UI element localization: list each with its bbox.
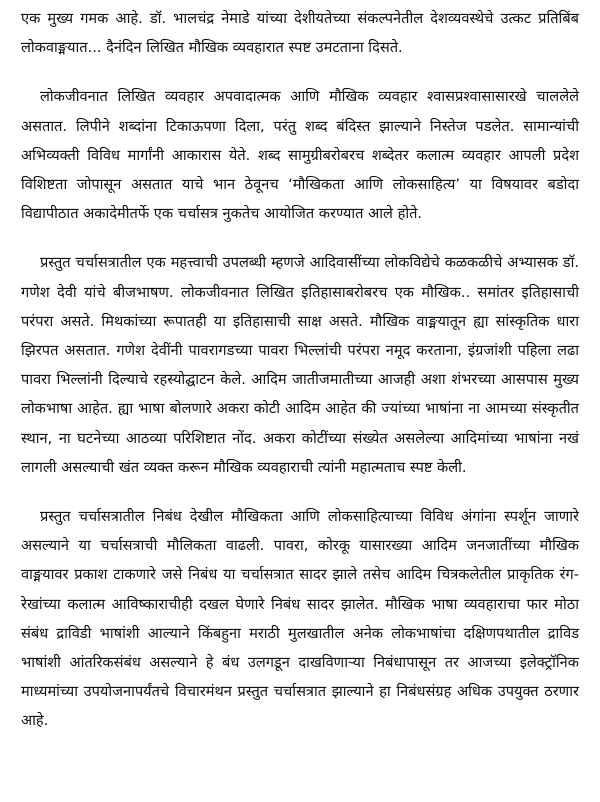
paragraph-1: एक मुख्य गमक आहे. डॉ. भालचंद्र नेमाडे यांच्या देशीयतेच्या संकल्पनेतील देशव्यवस्थेचे उत्कट प्रतिबिंब लोकवाङ्मयात... दैनंदिन लिखित मौखिक व्यवहारात स्पष्ट उमटताना दिसते.: [21, 10, 579, 57]
paragraph-gap: [21, 62, 579, 82]
document-page: [21, 4, 579, 736]
paragraph-4: प्रस्तुत चर्चासत्रातील निबंध देखील मौखिकता आणि लोकसाहित्याच्या विविध अंगांना स्पर्शून जाणारे असल्याने या चर्चासत्राची मौलिकता वाढली. पावरा, कोरकू यासारख्या आदिम जनजातींच्या मौखिक वाङ्मयावर प्रकाश टाकणारे जसे निबंध या चर्चासत्रात सादर झाले तसेच आदिम चित्रकलेतील प्राकृतिक रंग-रेखांच्या कलात्म आविष्काराचीही दखल घेणारे निबंध सादर झालेत. मौखिक भाषा व्यवहाराचा फार मोठा संबंध द्राविडी भाषांशी आल्याने किंबहुना मराठी मुलखातील अनेक लोकभाषांचा दक्षिणपथातील द्राविड भाषांशी आंतरिकसंबंध असल्याने हे बंध उलगडून दाखविणाऱ्या निबंधापासून तर आजच्या इलेक्ट्रॉनिक माध्यमांच्या उपयोजनापर्यंतचे विचारमंथन प्रस्तुत चर्चासत्रात झाल्याने हा निबंधसंग्रह अधिक उपयुक्त ठरणार आहे.: [21, 508, 579, 730]
paragraph-2: लोकजीवनात लिखित व्यवहार अपवादात्मक आणि मौखिक व्यवहार श्वासप्रश्वासासारखे चाललेले असतात. लिपीने शब्दांना टिकाऊपणा दिला, परंतु शब्द बंदिस्त झाल्याने निस्तेज पडलेत. सामान्यांची अभिव्यक्ती विविध मार्गांनी आकारास येते. शब्द सामुग्रीबरोबरच शब्देतर कलात्म व्यवहार आपली प्रदेश विशिष्टता जोपासून असतात याचे भान ठेवूनच ‘मौखिकता आणि लोकसाहित्य’ या विषयावर बडोदा विद्यापीठात अकादेमीतर्फे एक चर्चासत्र नुकतेच आयोजित करण्यात आले होते.: [21, 88, 579, 223]
paragraph-gap: [21, 482, 579, 502]
paragraph-3: प्रस्तुत चर्चासत्रातील एक महत्त्वाची उपलब्धी म्हणजे आदिवासींच्या लोकविद्येचे कळकळीचे अभ्यासक डॉ. गणेश देवी यांचे बीजभाषण. लोकजीवनात लिखित इतिहासाबरोबरच एक मौखिक.. समांतर इतिहासाची परंपरा असते. मिथकांच्या रूपातही या इतिहासाची साक्ष असते. मौखिक वाङ्मयातून ह्या सांस्कृतिक धारा झिरपत असतात. गणेश देवींनी पावरागडच्या पावरा भिल्लांची परंपरा नमूद करताना, इंग्रजांशी पहिला लढा पावरा भिल्लांनी दिल्याचे रहस्योद्घाटन केले. आदिम जातीजमातीच्या आजही अशा शंभरच्या आसपास मुख्य लोकभाषा आहेत. ह्या भाषा बोलणारे अकरा कोटी आदिम आहेत की ज्यांच्या भाषांना ना आमच्या संस्कृतीत स्थान, ना घटनेच्या आठव्या परिशिष्टात नोंद. अकरा कोटींच्या संख्येत असलेल्या आदिमांच्या भाषांना नखं लागली असल्याची खंत व्यक्त करून मौखिक व्यवहाराची त्यांनी महात्मताच स्पष्ट केली.: [21, 254, 579, 476]
paragraph-gap: [21, 228, 579, 248]
